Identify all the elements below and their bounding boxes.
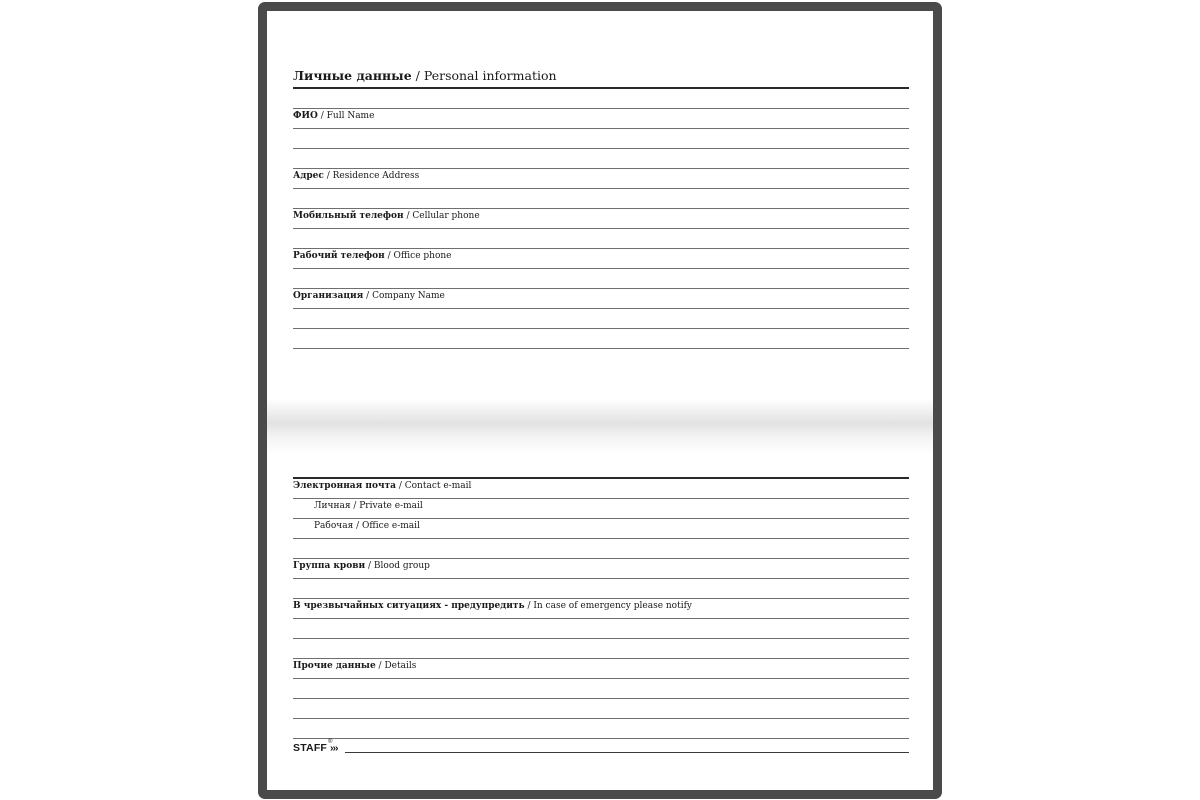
writing-line[interactable] (293, 618, 909, 619)
field-label-cellular-phone: Мобильный телефон / Cellular phone (293, 211, 480, 221)
page-footer (293, 739, 909, 756)
field-label-details: Прочие данные / Details (293, 661, 417, 671)
page-fold (267, 399, 933, 453)
field-label-full-name: ФИО / Full Name (293, 111, 375, 121)
writing-line[interactable] (293, 128, 909, 129)
writing-line[interactable] (293, 168, 909, 169)
notebook-spread (258, 2, 942, 799)
writing-line[interactable] (293, 288, 909, 289)
writing-line[interactable] (293, 228, 909, 229)
field-label-office-phone: Рабочий телефон / Office phone (293, 251, 452, 261)
writing-line[interactable] (293, 148, 909, 149)
writing-line[interactable] (293, 638, 909, 639)
field-label-office-email: Рабочая / Office e-mail (314, 521, 420, 531)
page-title (293, 69, 557, 83)
field-label-emergency-contact: В чрезвычайных ситуациях - предупредить / In case of emergency please notify (293, 601, 693, 611)
title-ru: Личные данные (293, 68, 412, 83)
page-bottom (293, 453, 909, 799)
writing-line[interactable] (293, 658, 909, 659)
writing-line[interactable] (293, 678, 909, 679)
footer-rule (345, 752, 909, 753)
section-rule (293, 477, 909, 479)
writing-line[interactable] (293, 578, 909, 579)
field-label-private-email: Личная / Private e-mail (314, 501, 423, 511)
writing-line[interactable] (293, 498, 909, 499)
registered-mark: ® (328, 739, 333, 745)
writing-line[interactable] (293, 188, 909, 189)
writing-line[interactable] (293, 698, 909, 699)
writing-line[interactable] (293, 108, 909, 109)
page-top (293, 11, 909, 399)
writing-line[interactable] (293, 248, 909, 249)
title-en: / Personal information (415, 68, 557, 83)
writing-line[interactable] (293, 348, 909, 349)
staff-logo: STAFF (293, 742, 328, 754)
title-rule (293, 87, 909, 89)
writing-line[interactable] (293, 738, 909, 739)
field-label-contact-email: Электронная почта / Contact e-mail (293, 481, 472, 491)
field-label-company-name: Организация / Company Name (293, 291, 445, 301)
writing-line[interactable] (293, 538, 909, 539)
staff-chevrons-icon: ››› (330, 742, 338, 754)
writing-line[interactable] (293, 328, 909, 329)
writing-line[interactable] (293, 268, 909, 269)
writing-line[interactable] (293, 518, 909, 519)
writing-line[interactable] (293, 598, 909, 599)
writing-line[interactable] (293, 308, 909, 309)
field-label-blood-group: Группа крови / Blood group (293, 561, 430, 571)
writing-line[interactable] (293, 558, 909, 559)
writing-line[interactable] (293, 208, 909, 209)
writing-line[interactable] (293, 718, 909, 719)
field-label-address: Адрес / Residence Address (293, 171, 420, 181)
